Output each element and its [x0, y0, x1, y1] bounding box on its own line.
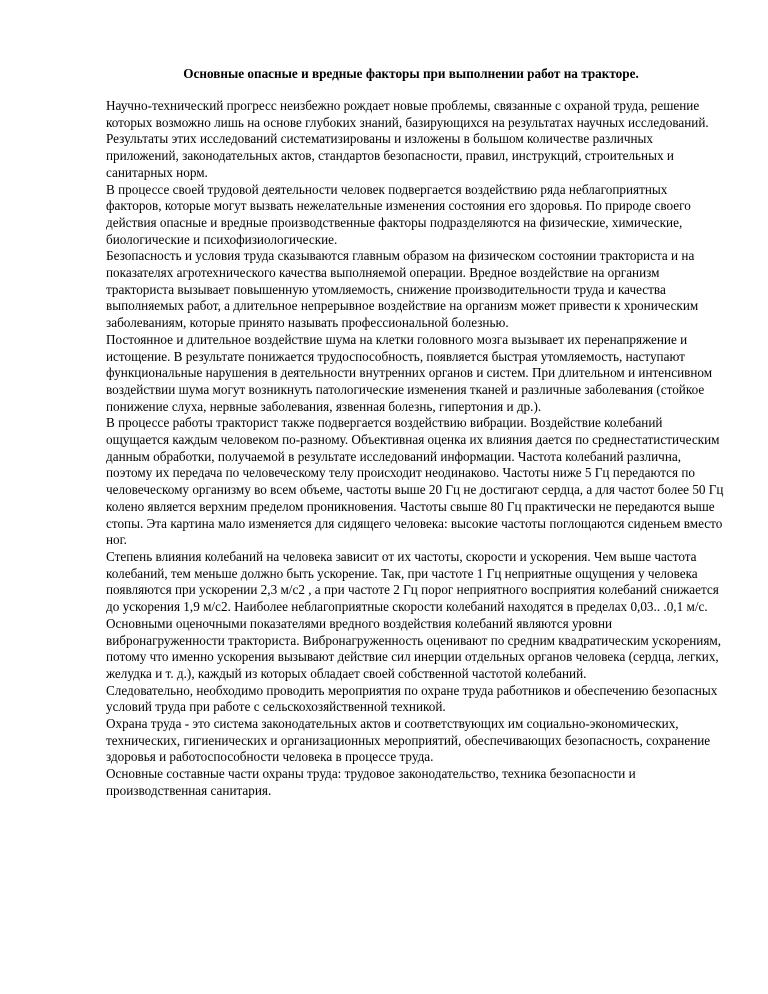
paragraph-vibroload: Основными оценочными показателями вредного воздействия колебаний являются уровни вибронагруженности тракториста. Вибронагруженность оценивают по средним квадратическим ускорениям, потому что именно ускорения вызывают действие сил инерции отдельных органов человека (сердца, легких, желудка и т. д.), каждый из которых обладает своей собственной частотой колебаний. — [106, 615, 722, 681]
paragraph-noise: Постоянное и длительное воздействие шума на клетки головного мозга вызывает их перенапряжение и истощение. В результате понижается трудоспособность, появляется быстрая утомляемость, наступают функциональные нарушения в деятельности внутренних органов и систем. При длительном и интенсивном воздействии шума могут возникнуть патологические изменения тканей и различные заболевания (стойкое понижение слуха, нервные заболевания, язвенная болезнь, гипертония и др.). — [106, 331, 713, 414]
document-title: Основные опасные и вредные факторы при выполнении работ на тракторе. — [183, 66, 639, 81]
document-page — [106, 66, 726, 800]
paragraph-components: Основные составные части охраны труда: трудовое законодательство, техника безопасности и производственная санитария. — [106, 766, 636, 798]
paragraph-labor-protection: Охрана труда - это система законодательных актов и соответствующих им социально-экономических, технических, гигиенических и организационных мероприятий, обеспечивающих безопасность, сохранение здоровья и работоспособности человека в процессе труда. — [106, 716, 711, 765]
paragraph-intro: Научно-технический прогресс неизбежно рождает новые проблемы, связанные с охраной труда, решение которых возможно лишь на основе глубоких знаний, базирующихся на результатах научных исследований. Результаты этих исследований систематизированы и изложены в большом количестве различных приложений, законодательных актов, стандартов безопасности, правил, инструкций, строительных и санитарных норм. — [106, 98, 709, 180]
paragraph-factors: В процессе своей трудовой деятельности человек подвергается воздействию ряда неблагоприятных факторов, которые могут вызвать нежелательные изменения состояния его здоровья. По природе своего действия опасные и вредные производственные факторы подразделяются на физические, химические, биологические и психофизиологические. — [106, 181, 691, 247]
paragraph-conclusion: Следовательно, необходимо проводить мероприятия по охране труда работников и обеспечению безопасных условий труда при работе с сельскохозяйственной техникой. — [106, 682, 718, 715]
paragraph-safety-conditions: Безопасность и условия труда сказываются главным образом на физическом состоянии тракториста и на показателях агротехнического качества выполняемой операции. Вредное воздействие на организм тракториста вызывает повышенную утомляемость, снижение производительности труда и качества выполняемых работ, а длительное непрерывное воздействие на организм может привести к хроническим заболеваниям, которые принято называть профессиональной болезнью. — [106, 248, 699, 331]
paragraph-vibration: В процессе работы тракторист также подвергается воздействию вибрации. Воздействие колебаний ощущается каждым человеком по-разному. Объективная оценка их влияния дается по среднестатистическим данным обработки, получаемой в результате исследований информации. Частота колебаний различна, поэтому их передача по человеческому телу происходит неодинаково. Частоты ниже 5 Гц передаются по человеческому организму во всем объеме, частоты выше 20 Гц не достигают сердца, а для частот более 50 Гц колено является верхним пределом проникновения. Частоты свыше 80 Гц практически не передаются выше стопы. Эта картина мало изменяется для сидящего человека: высокие частоты поглощаются сиденьем вместо ног. — [106, 415, 724, 548]
paragraph-frequency: Степень влияния колебаний на человека зависит от их частоты, скорости и ускорения. Чем выше частота колебаний, тем меньше должно быть ускорение. Так, при частоте 1 Гц неприятные ощущения у человека появляются при ускорении 2,3 м/с2 , а при частоте 2 Гц порог неприятного восприятия колебаний снижается до ускорения 1,9 м/с2. Наиболее неблагоприятные скорости колебаний находятся в пределах 0,03.. .0,1 м/с. — [106, 548, 719, 615]
